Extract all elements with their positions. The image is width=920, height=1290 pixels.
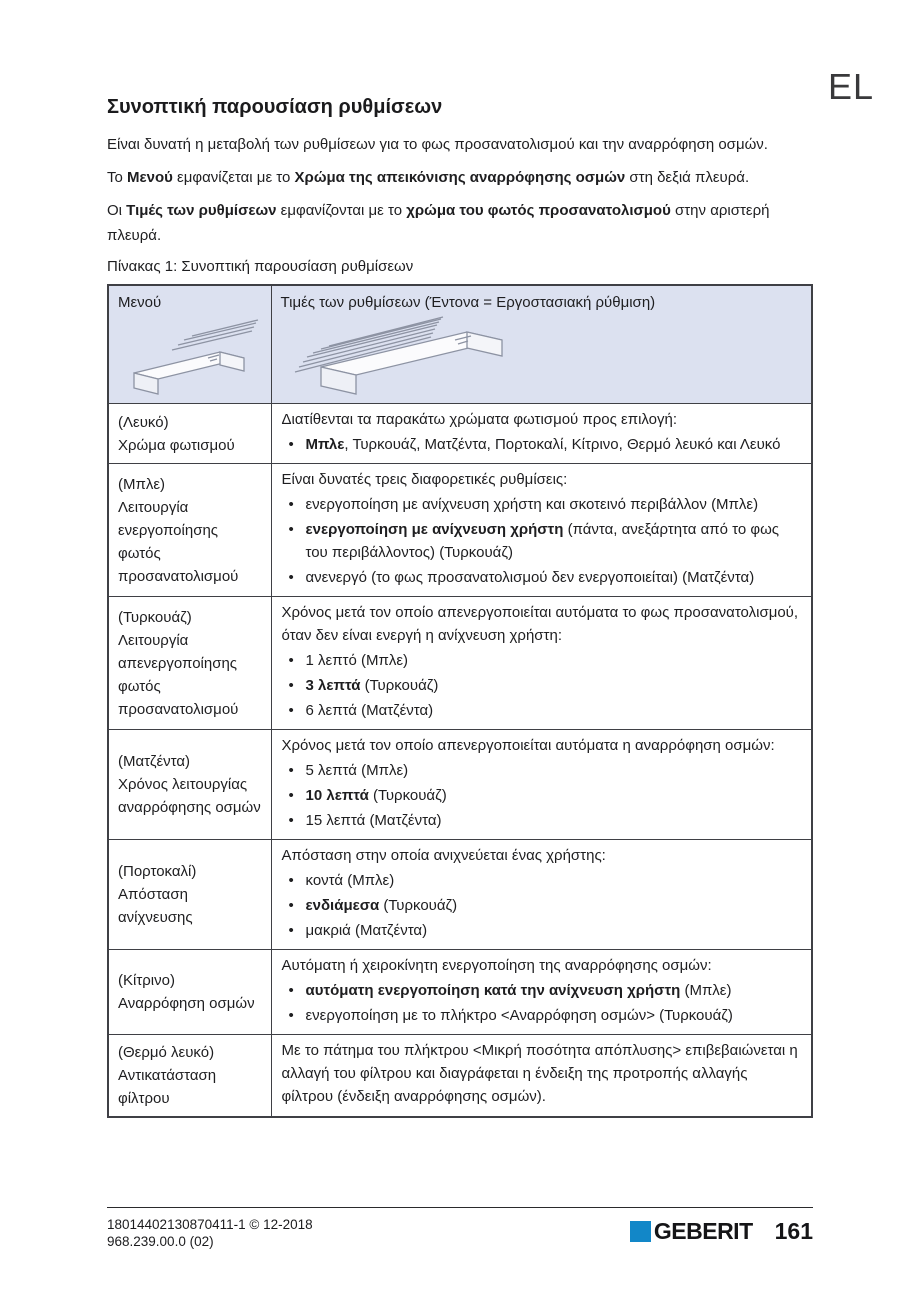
bullet-item: • κοντά (Μπλε) bbox=[282, 869, 802, 892]
value-cell bbox=[271, 730, 812, 840]
menu-color-label: (Κίτρινο) bbox=[118, 972, 175, 989]
bullet-item: • 6 λεπτά (Ματζέντα) bbox=[282, 699, 802, 722]
document-id-line: 968.239.00.0 (02) bbox=[107, 1234, 214, 1249]
table-header-row bbox=[108, 285, 812, 404]
menu-color-label: (Λευκό) bbox=[118, 413, 169, 431]
header-cell-values bbox=[271, 285, 812, 404]
value-intro: Με το πάτημα του πλήκτρου <Μικρή ποσότητα απόπλυσης> επιβεβαιώνεται η αλλαγή του φίλτρου και διαγράφεται η ένδειξη της προτροπής αλλαγής φίλτρου (ένδειξη αναρρόφησης οσμών). bbox=[281, 1042, 798, 1105]
menu-color-label: (Ματζέντα) bbox=[118, 753, 191, 770]
table-row bbox=[108, 404, 812, 464]
bullet-item: • 10 λεπτά (Τυρκουάζ) bbox=[282, 784, 802, 807]
value-intro: Χρόνος μετά τον οποίο απενεργοποιείται αυτόματα το φως προσανατολισμού, όταν δεν είναι ενεργή η ανίχνευση χρήστη: bbox=[281, 604, 799, 644]
intro-paragraph: Το Μενού εμφανίζεται με το Χρώμα της απεικόνισης αναρρόφησης οσμών στη δεξιά πλευρά. bbox=[107, 169, 750, 186]
header-label-menu: Μενού bbox=[118, 294, 162, 311]
menu-setting-label: Αντικατάσταση φίλτρου bbox=[118, 1067, 217, 1107]
page-number: 161 bbox=[774, 1218, 813, 1244]
bullet-item: • Μπλε, Τυρκουάζ, Ματζέντα, Πορτοκαλί, Κίτρινο, Θερμό λευκό και Λευκό bbox=[282, 433, 802, 456]
brand-block bbox=[630, 1218, 813, 1245]
bullet-item: • 15 λεπτά (Ματζέντα) bbox=[282, 809, 802, 832]
bullet-item: • 1 λεπτό (Μπλε) bbox=[282, 649, 802, 672]
menu-module-illustration-icon bbox=[118, 317, 263, 399]
menu-color-label: (Τυρκουάζ) bbox=[118, 608, 192, 626]
value-cell bbox=[271, 464, 812, 597]
document-ids bbox=[107, 1216, 313, 1250]
menu-setting-label: Χρόνος λειτουργίας αναρρόφησης οσμών bbox=[118, 776, 261, 816]
menu-setting-label: Απόσταση ανίχνευσης bbox=[118, 886, 193, 926]
bullet-item: • ενεργοποίηση με το πλήκτρο <Αναρρόφηση οσμών> (Τυρκουάζ) bbox=[282, 1004, 802, 1027]
page-title: Συνοπτική παρουσίαση ρυθμίσεων bbox=[107, 96, 443, 118]
bullet-item: • ενεργοποίηση με ανίχνευση χρήστη και σκοτεινό περιβάλλον (Μπλε) bbox=[282, 493, 802, 516]
language-code: EL bbox=[827, 66, 874, 107]
table-row bbox=[108, 840, 812, 950]
value-intro: Είναι δυνατές τρεις διαφορετικές ρυθμίσεις: bbox=[281, 471, 568, 488]
bullet-item: • ανενεργό (το φως προσανατολισμού δεν ενεργοποιείται) (Ματζέντα) bbox=[282, 566, 802, 589]
value-cell bbox=[271, 840, 812, 950]
menu-cell bbox=[108, 464, 271, 597]
document-id-line: 18014402130870411-1 © 12-2018 bbox=[107, 1217, 313, 1232]
intro-paragraph: Είναι δυνατή η μεταβολή των ρυθμίσεων για το φως προσανατολισμού και την αναρρόφηση οσμών. bbox=[107, 136, 768, 153]
menu-color-label: (Μπλε) bbox=[118, 475, 166, 493]
menu-color-label: (Πορτοκαλί) bbox=[118, 863, 197, 880]
menu-cell bbox=[108, 950, 271, 1035]
value-intro: Χρόνος μετά τον οποίο απενεργοποιείται αυτόματα η αναρρόφηση οσμών: bbox=[281, 737, 775, 754]
table-row bbox=[108, 1035, 812, 1118]
table-row bbox=[108, 464, 812, 597]
page-footer bbox=[107, 1207, 813, 1250]
table-row bbox=[108, 950, 812, 1035]
value-cell bbox=[271, 950, 812, 1035]
value-intro: Διατίθενται τα παρακάτω χρώματα φωτισμού προς επιλογή: bbox=[281, 411, 678, 428]
header-label-values: Τιμές των ρυθμίσεων (Έντονα = Εργοστασιακή ρύθμιση) bbox=[280, 294, 656, 311]
bullet-item: • ενεργοποίηση με ανίχνευση χρήστη (πάντα, ανεξάρτητα από το φως του περιβάλλοντος) (Τυρκουάζ) bbox=[282, 518, 802, 564]
brand-name: GEBERIT bbox=[653, 1218, 753, 1244]
values-module-illustration-icon bbox=[281, 315, 804, 397]
value-intro: Απόσταση στην οποία ανιχνεύεται ένας χρήστης: bbox=[281, 847, 606, 864]
bullet-item: • 3 λεπτά (Τυρκουάζ) bbox=[282, 674, 802, 697]
value-cell bbox=[271, 597, 812, 730]
bullet-item: • μακριά (Ματζέντα) bbox=[282, 919, 802, 942]
value-intro: Αυτόματη ή χειροκίνητη ενεργοποίηση της αναρρόφησης οσμών: bbox=[281, 957, 712, 974]
bullet-item: • ενδιάμεσα (Τυρκουάζ) bbox=[282, 894, 802, 917]
header-cell-menu bbox=[108, 285, 271, 404]
value-cell bbox=[271, 404, 812, 464]
table-row bbox=[108, 730, 812, 840]
page-content bbox=[107, 96, 813, 1118]
menu-setting-label: Λειτουργία απενεργοποίησης φωτός προσανατολισμού bbox=[118, 631, 239, 718]
menu-cell bbox=[108, 730, 271, 840]
menu-setting-label: Λειτουργία ενεργοποίησης φωτός προσανατολισμού bbox=[118, 498, 239, 585]
menu-cell bbox=[108, 597, 271, 730]
bullet-item: • αυτόματη ενεργοποίηση κατά την ανίχνευση χρήστη (Μπλε) bbox=[282, 979, 802, 1002]
table-caption: Πίνακας 1: Συνοπτική παρουσίαση ρυθμίσεων bbox=[107, 258, 414, 275]
menu-setting-label: Χρώμα φωτισμού bbox=[118, 436, 235, 454]
menu-cell bbox=[108, 840, 271, 950]
geberit-logo-square-icon bbox=[630, 1221, 651, 1242]
menu-color-label: (Θερμό λευκό) bbox=[118, 1044, 215, 1061]
menu-cell bbox=[108, 404, 271, 464]
menu-cell bbox=[108, 1035, 271, 1118]
settings-overview-table bbox=[107, 284, 813, 1118]
menu-setting-label: Αναρρόφηση οσμών bbox=[118, 995, 255, 1012]
table-row bbox=[108, 597, 812, 730]
bullet-item: • 5 λεπτά (Μπλε) bbox=[282, 759, 802, 782]
intro-paragraph: Οι Τιμές των ρυθμίσεων εμφανίζονται με το χρώμα του φωτός προσανατολισμού στην αριστερή πλευρά. bbox=[107, 202, 770, 244]
value-cell bbox=[271, 1035, 812, 1118]
